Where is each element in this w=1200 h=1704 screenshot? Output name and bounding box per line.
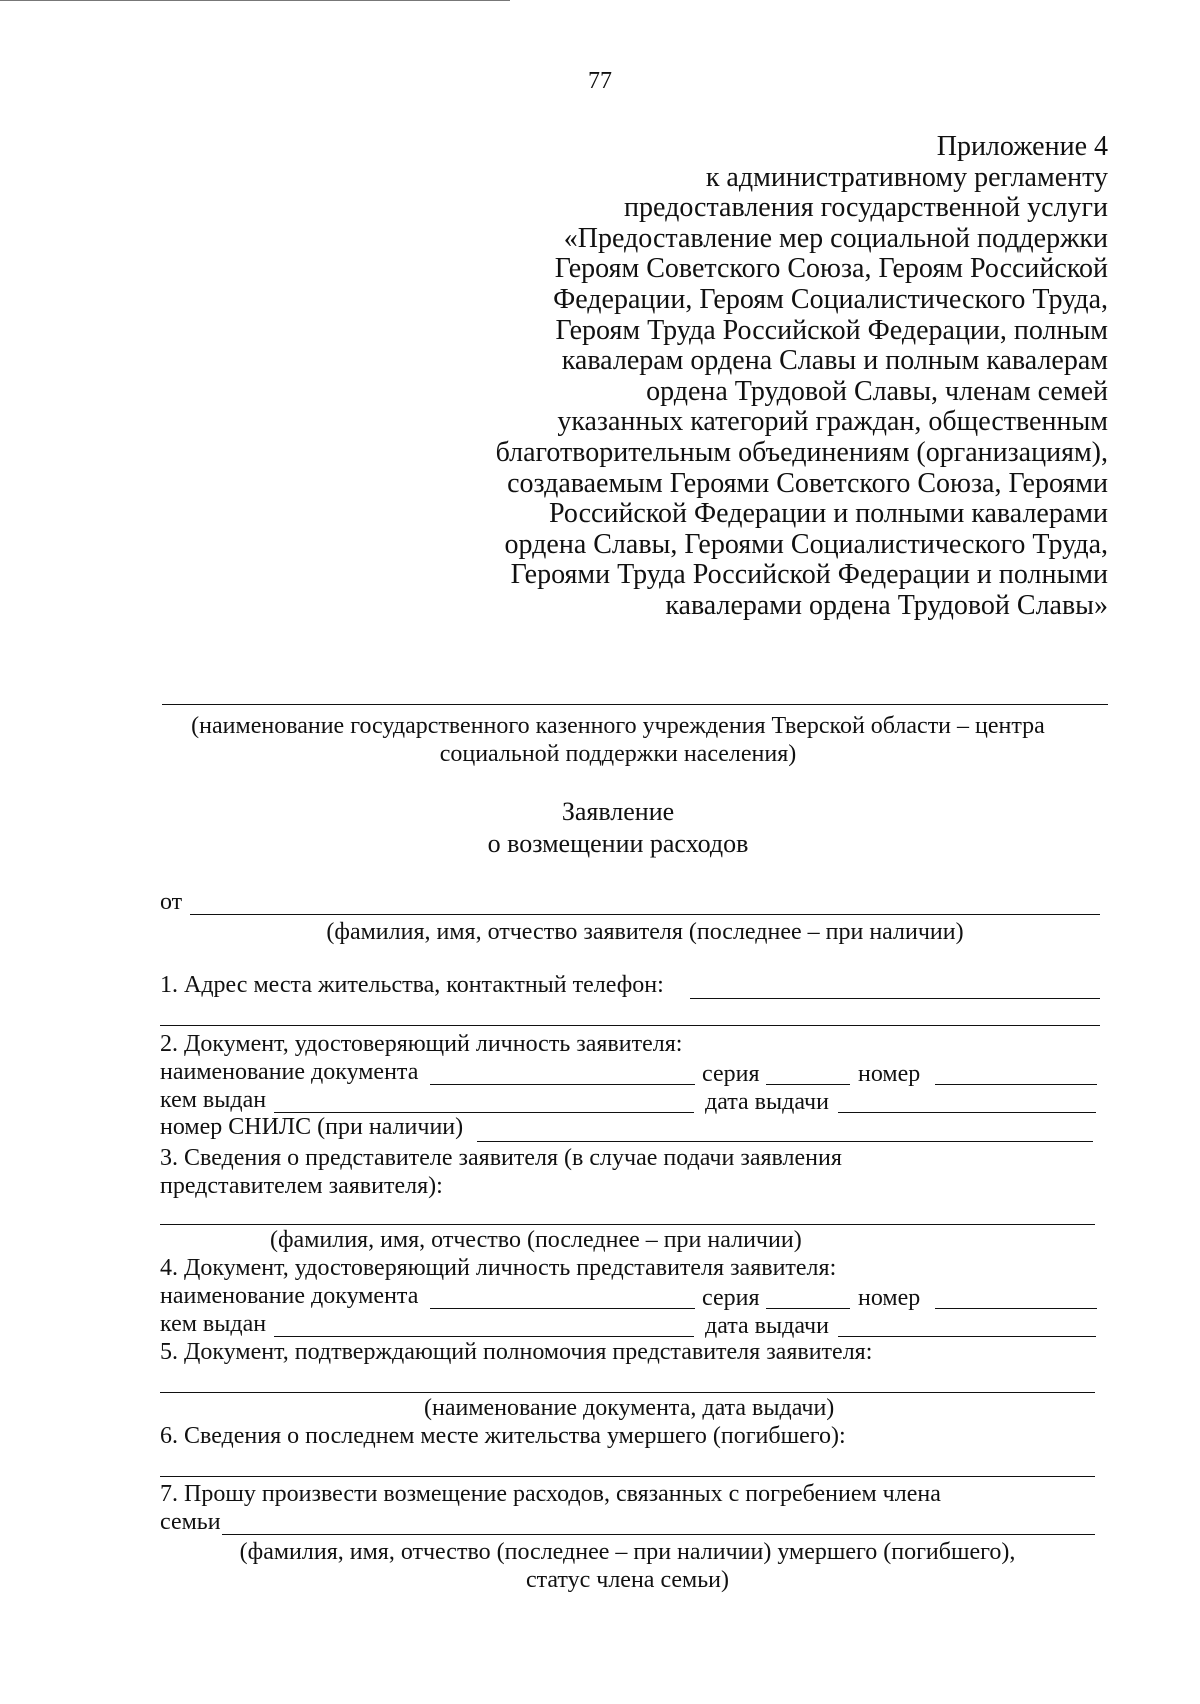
deceased-family-member-field[interactable]	[222, 1534, 1095, 1535]
institution-caption	[150, 712, 1086, 768]
appendix-line: Приложение 4	[936, 131, 1108, 162]
appendix-line: кавалерами ордена Трудовой Славы»	[665, 589, 1108, 621]
s2-series-field[interactable]	[766, 1084, 850, 1085]
document-title	[150, 796, 1086, 860]
s2-number-label: номер	[858, 1061, 921, 1087]
address-phone-field-line2[interactable]	[160, 1025, 1100, 1026]
institution-caption-line1: (наименование государственного казенного учреждения Тверской области – центра	[191, 713, 1045, 739]
appendix-line: Российской Федерации и полными кавалерами	[549, 498, 1108, 530]
institution-name-field[interactable]	[162, 704, 1108, 705]
section2-label: 2. Документ, удостоверяющий личность заявителя:	[160, 1031, 683, 1057]
section7-line2: семьи	[160, 1509, 221, 1535]
s4-issued-by-field[interactable]	[274, 1336, 694, 1337]
appendix-line: Героям Советского Союза, Героям Российской	[554, 253, 1108, 285]
applicant-name-field[interactable]	[190, 914, 1100, 915]
s4-series-field[interactable]	[766, 1308, 850, 1309]
s2-issue-date-field[interactable]	[838, 1112, 1096, 1113]
s2-doc-name-label: наименование документа	[160, 1059, 419, 1085]
representative-caption: (фамилия, имя, отчество (последнее – при наличии)	[270, 1227, 802, 1253]
s2-snils-field[interactable]	[477, 1141, 1093, 1142]
institution-caption-line2: социальной поддержки населения)	[439, 741, 797, 767]
address-phone-field[interactable]	[690, 998, 1100, 999]
appendix-line: Героям Труда Российской Федерации, полным	[555, 314, 1108, 346]
s4-issue-date-field[interactable]	[838, 1336, 1096, 1337]
s2-series-label: серия	[702, 1061, 760, 1087]
section5-label: 5. Документ, подтверждающий полномочия представителя заявителя:	[160, 1339, 873, 1365]
appendix-line: Федерации, Героям Социалистического Труда,	[553, 283, 1108, 315]
appendix-line: создаваемым Героями Советского Союза, Героями	[507, 467, 1108, 499]
title-line2: о возмещении расходов	[487, 829, 749, 858]
deceased-last-residence-field[interactable]	[160, 1476, 1095, 1477]
s2-doc-name-field[interactable]	[430, 1084, 695, 1085]
s4-number-field[interactable]	[935, 1308, 1097, 1309]
section1-label: 1. Адрес места жительства, контактный телефон:	[160, 972, 664, 998]
appendix-line: предоставления государственной услуги	[624, 192, 1108, 224]
appendix-line: «Предоставление мер социальной поддержки	[563, 222, 1108, 254]
from-label: от	[160, 889, 183, 915]
representative-name-field[interactable]	[160, 1224, 1095, 1225]
appendix-header	[388, 132, 1108, 622]
appendix-line: благотворительным объединениям (организациям),	[495, 436, 1108, 468]
appendix-line: ордена Славы, Героями Социалистического Труда,	[504, 528, 1108, 560]
appendix-line: кавалерам ордена Славы и полным кавалерам	[561, 345, 1108, 377]
section3-line2: представителем заявителя):	[160, 1173, 443, 1199]
title-line1: Заявление	[561, 797, 675, 826]
s4-issued-by-label: кем выдан	[160, 1311, 267, 1337]
deceased-caption	[160, 1538, 1095, 1594]
s2-number-field[interactable]	[935, 1084, 1097, 1085]
authority-document-caption: (наименование документа, дата выдачи)	[424, 1395, 835, 1421]
s4-issue-date-label: дата выдачи	[705, 1313, 829, 1339]
authority-document-field[interactable]	[160, 1392, 1095, 1393]
appendix-line: ордена Трудовой Славы, членам семей	[646, 375, 1108, 407]
section6-label: 6. Сведения о последнем месте жительства умершего (погибшего):	[160, 1423, 846, 1449]
scan-top-rule	[0, 0, 510, 1]
applicant-caption: (фамилия, имя, отчество заявителя (последнее – при наличии)	[326, 919, 964, 945]
section3-line1: 3. Сведения о представителе заявителя (в случае подачи заявления	[160, 1145, 842, 1171]
appendix-line: Героями Труда Российской Федерации и полными	[510, 559, 1108, 591]
s2-issued-by-label: кем выдан	[160, 1087, 267, 1113]
s4-doc-name-field[interactable]	[430, 1308, 695, 1309]
page-number: 77	[588, 68, 612, 94]
s4-doc-name-label: наименование документа	[160, 1283, 419, 1309]
s2-snils-label: номер СНИЛС (при наличии)	[160, 1114, 464, 1140]
s4-number-label: номер	[858, 1285, 921, 1311]
section7-line1: 7. Прошу произвести возмещение расходов, связанных с погребением члена	[160, 1481, 941, 1507]
s2-issue-date-label: дата выдачи	[705, 1089, 829, 1115]
deceased-caption-line2: статус члена семьи)	[525, 1567, 730, 1593]
appendix-line: указанных категорий граждан, общественным	[557, 406, 1108, 438]
section4-label: 4. Документ, удостоверяющий личность представителя заявителя:	[160, 1255, 837, 1281]
s4-series-label: серия	[702, 1285, 760, 1311]
appendix-line: к административному регламенту	[705, 161, 1108, 193]
deceased-caption-line1: (фамилия, имя, отчество (последнее – при наличии) умершего (погибшего),	[239, 1539, 1016, 1565]
